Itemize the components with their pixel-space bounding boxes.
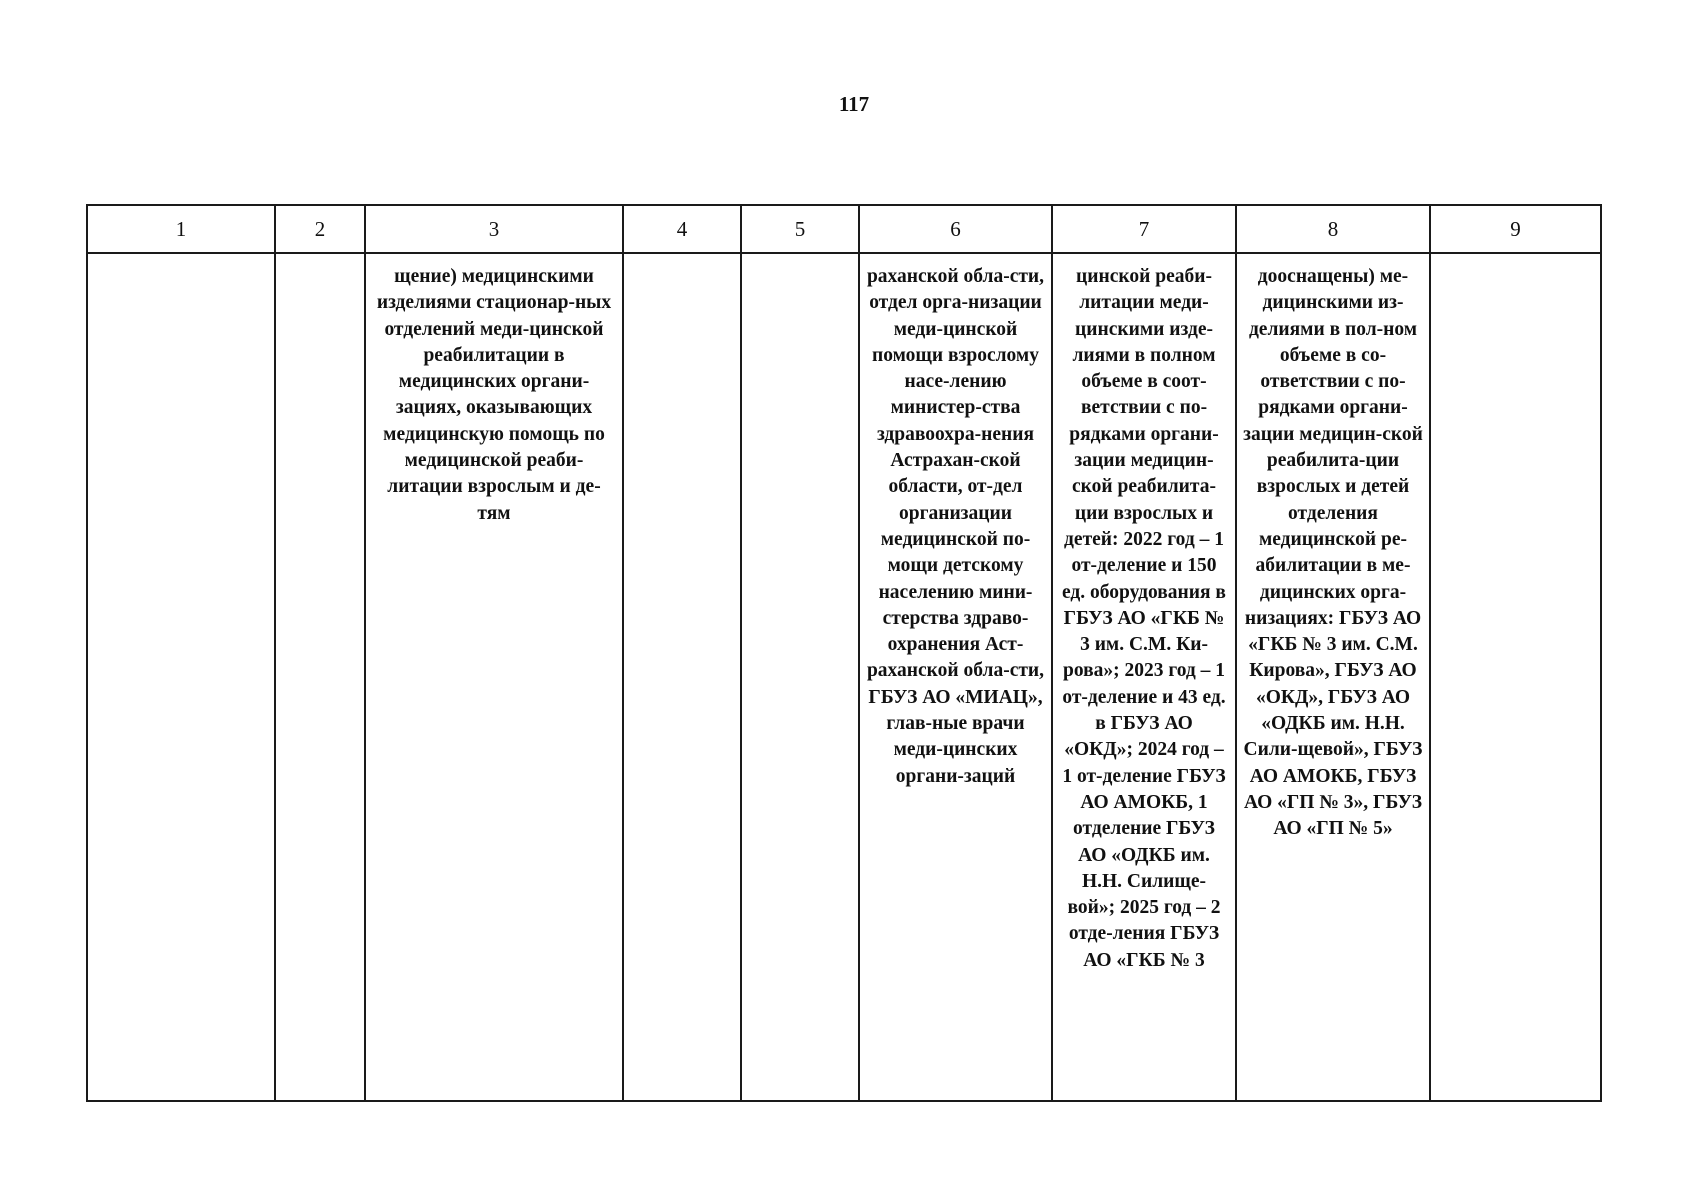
table-cell-9 — [1430, 253, 1601, 1101]
table-cell-6 — [859, 253, 1052, 1101]
table-cell-7 — [1052, 253, 1236, 1101]
column-header-6: 6 — [859, 205, 1052, 253]
column-header-2: 2 — [275, 205, 365, 253]
cell-text — [742, 254, 858, 264]
measures-table — [86, 204, 1602, 1102]
column-header-9: 9 — [1430, 205, 1601, 253]
cell-text: раханской обла-сти, отдел орга-низации меди-цинской помощи взрослому насе-лению министер-ства здравоохра-нения Астрахан-ской области, от-дел организации медицинской по-мощи детскому населению мини-стерства здраво-охранения Аст-раханской обла-сти, ГБУЗ АО «МИАЦ», глав-ные врачи меди-цинских органи-заций — [866, 266, 1045, 787]
column-header-3: 3 — [365, 205, 623, 253]
cell-text — [624, 254, 740, 264]
cell-text: щение) медицинскими изделиями стационар-ных отделений меди-цинской реабилитации в медицинских органи-зациях, оказывающих медицинскую помощь по медицинской реаби-литации взрослым и де-тям — [376, 266, 612, 524]
cell-text — [276, 254, 364, 264]
page-number: 117 — [838, 92, 870, 116]
cell-text — [1431, 254, 1600, 264]
table-cell-5 — [741, 253, 859, 1101]
table-cell-8 — [1236, 253, 1430, 1101]
column-header-8: 8 — [1236, 205, 1430, 253]
column-header-7: 7 — [1052, 205, 1236, 253]
table-cell-1 — [87, 253, 275, 1101]
table-row — [87, 253, 1601, 1101]
cell-text: цинской реаби-литации меди-цинскими изде-лиями в полном объеме в соот-ветствии с по-рядками органи-зации медицин-ской реабилита-ции взрослых и детей: 2022 год – 1 от-деление и 150 ед. оборудования в ГБУЗ АО «ГКБ № 3 им. С.М. Ки-рова»; 2023 год – 1 от-деление и 43 ед. в ГБУЗ АО «ОКД»; 2024 год – 1 от-деление ГБУЗ АО АМОКБ, 1 отделение ГБУЗ АО «ОДКБ им. Н.Н. Силище-вой»; 2025 год – 2 отде-ления ГБУЗ АО «ГКБ № 3 — [1062, 266, 1226, 971]
header-row — [87, 205, 1601, 253]
column-header-1: 1 — [87, 205, 275, 253]
column-header-5: 5 — [741, 205, 859, 253]
table-cell-3 — [365, 253, 623, 1101]
table-cell-4 — [623, 253, 741, 1101]
column-header-4: 4 — [623, 205, 741, 253]
cell-text — [88, 254, 274, 264]
table-cell-2 — [275, 253, 365, 1101]
cell-text: дооснащены) ме-дицинскими из-делиями в пол-ном объеме в со-ответствии с по-рядками органи-зации медицин-ской реабилита-ции взрослых и детей отделения медицинской ре-абилитации в ме-дицинских орга-низациях: ГБУЗ АО «ГКБ № 3 им. С.М. Кирова», ГБУЗ АО «ОКД», ГБУЗ АО «ОДКБ им. Н.Н. Сили-щевой», ГБУЗ АО АМОКБ, ГБУЗ АО «ГП № 3», ГБУЗ АО «ГП № 5» — [1243, 266, 1423, 840]
